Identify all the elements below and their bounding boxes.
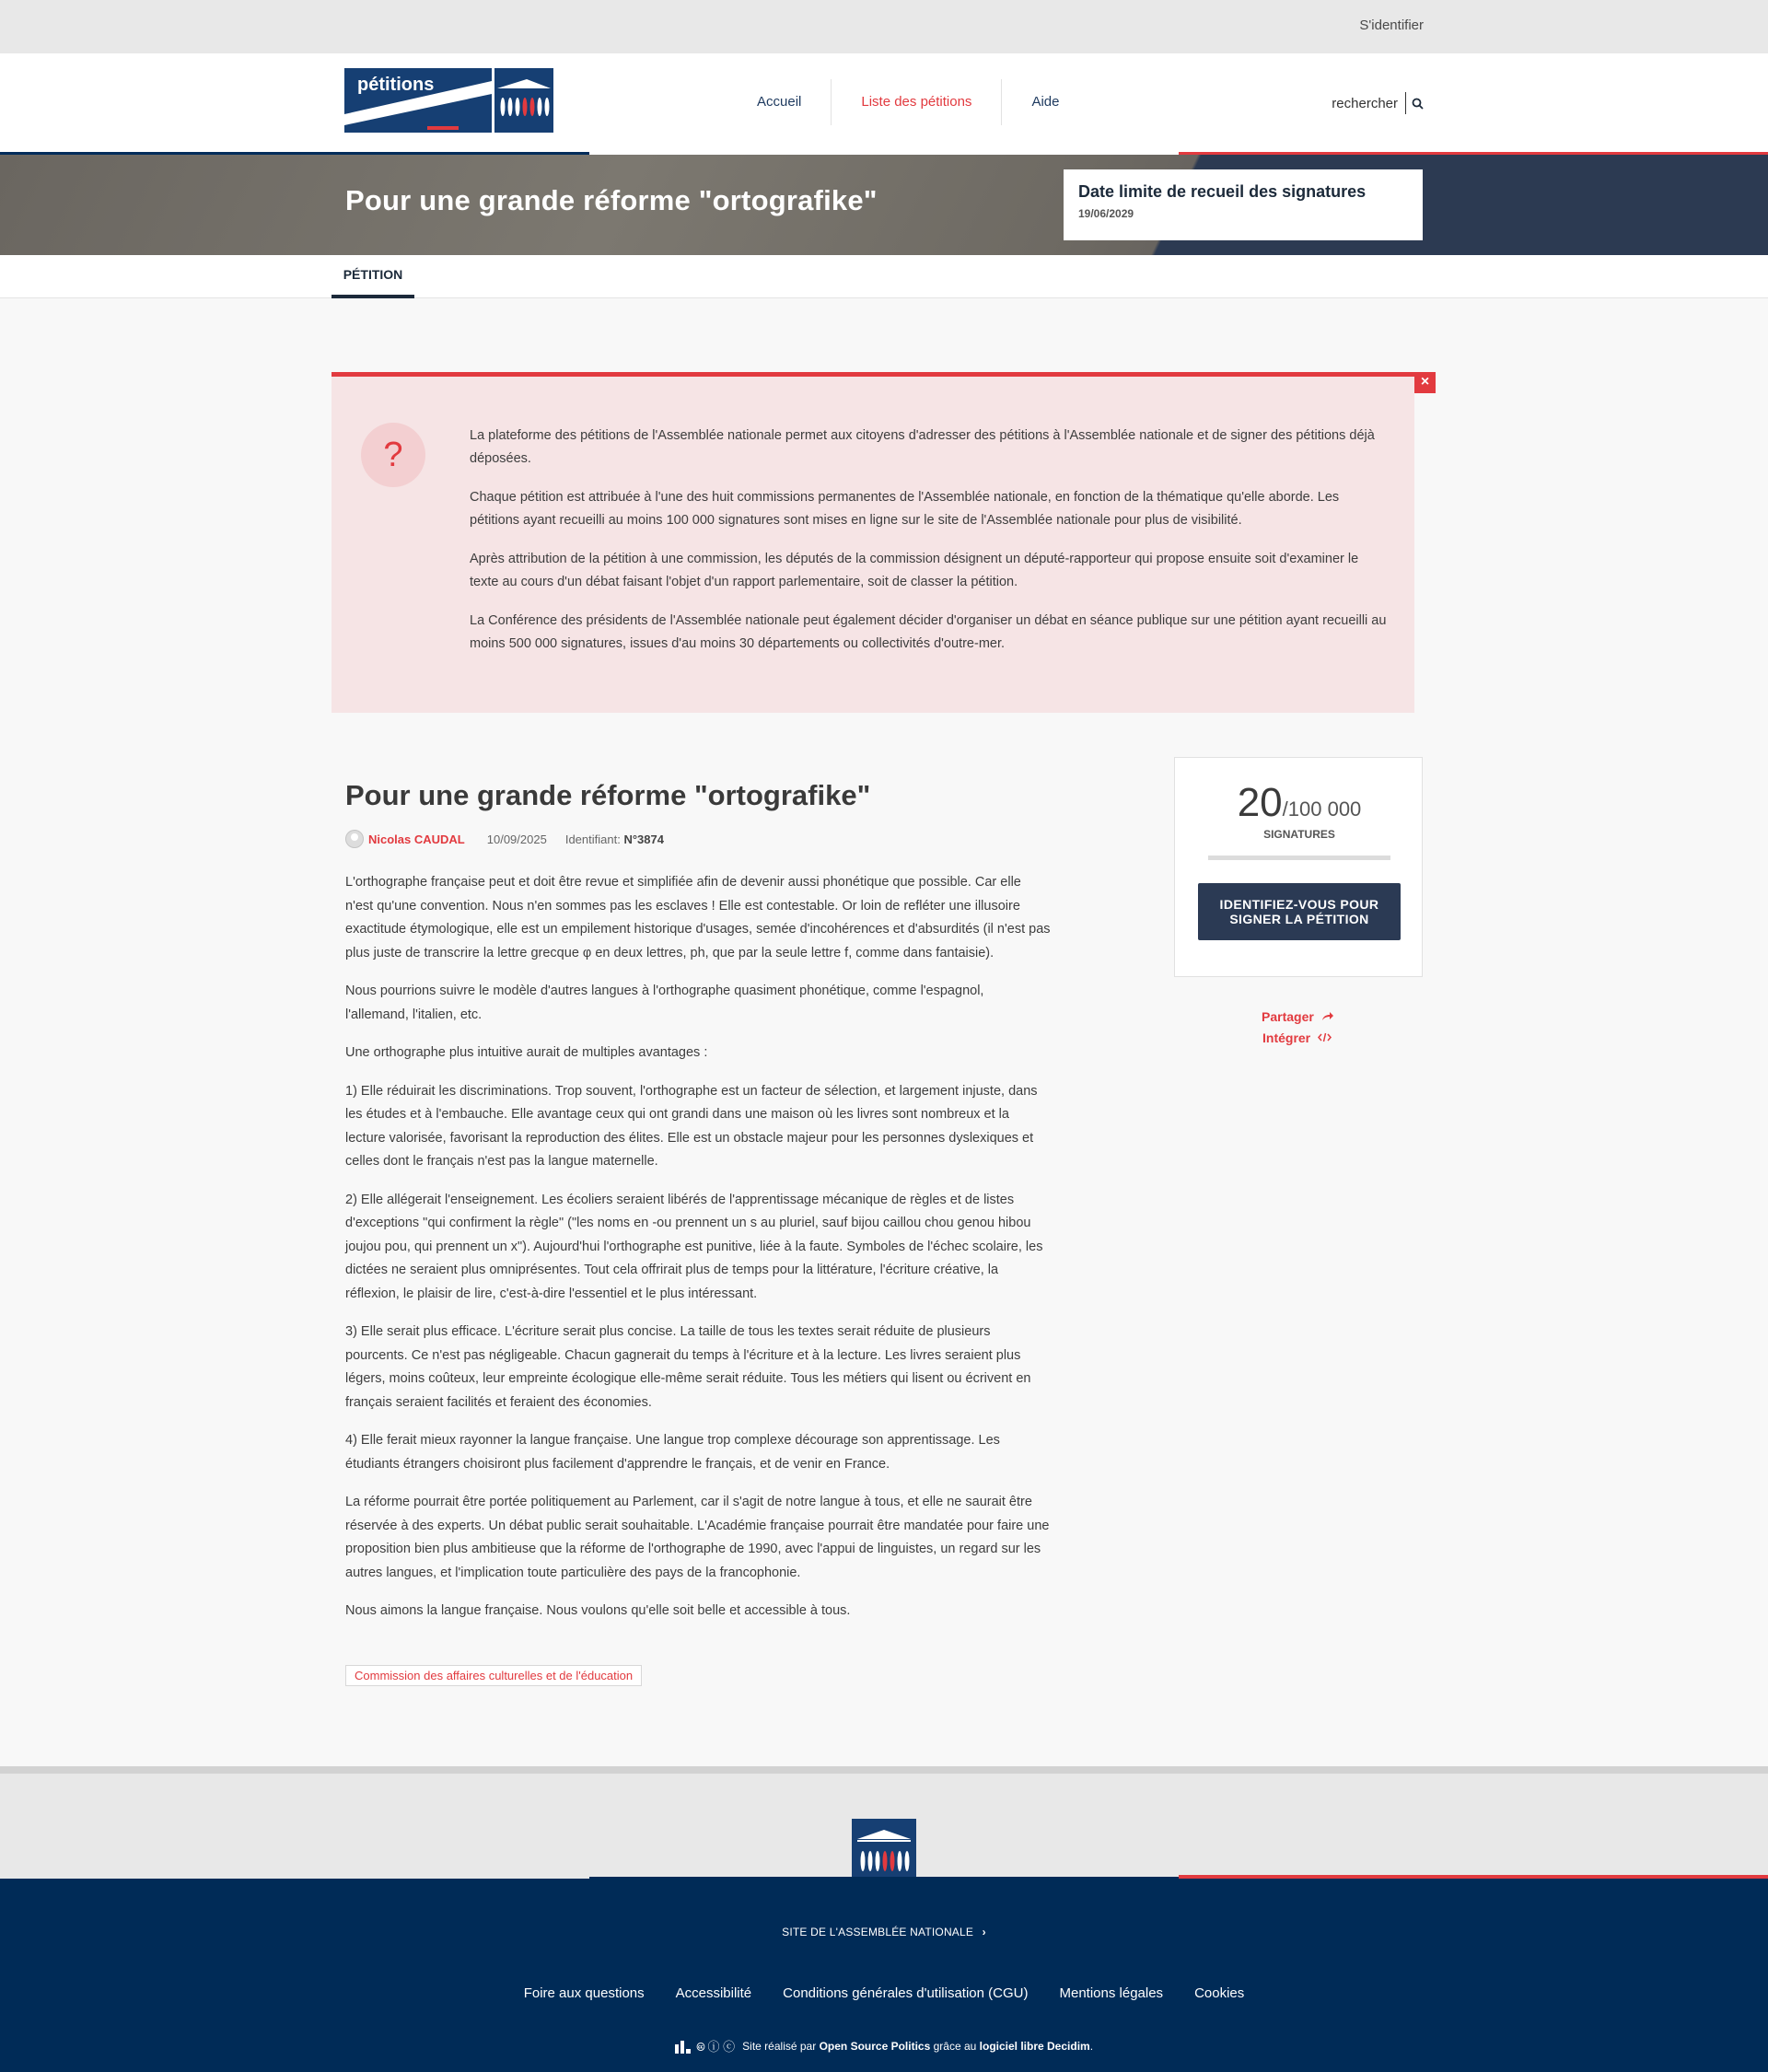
nav-petitions-list[interactable]: Liste des pétitions: [832, 79, 1002, 125]
embed-link[interactable]: [1262, 1028, 1334, 1049]
signature-progress-bar: [1208, 856, 1390, 860]
credit-prefix: Site réalisé par: [742, 2039, 817, 2053]
credit-decidim[interactable]: logiciel libre Decidim: [979, 2039, 1090, 2053]
decidim-icon: [675, 2039, 692, 2054]
credit-mid: grâce au: [933, 2039, 977, 2053]
question-icon: ?: [361, 423, 425, 487]
tab-bar: [0, 255, 1768, 298]
callout-text: [470, 425, 1387, 671]
creative-commons-icon: 🅭 ⓘ ⓒ: [696, 2040, 736, 2054]
callout-paragraph: Chaque pétition est attribuée à l'une des huit commissions permanentes de l'Assemblée nationale, en fonction de la thématique qu'elle aborde. Les pétitions ayant recueilli au moins 100 000 signatures sont mises en ligne sur le site de l'Assemblée nationale pour plus de visibilité.: [470, 490, 1340, 528]
credit-osp[interactable]: Open Source Politics: [819, 2039, 931, 2053]
petition-title: Pour une grande réforme "ortografike": [345, 779, 871, 811]
callout-paragraph: La Conférence des présidents de l'Assemblée nationale peut également décider d'organiser un débat en séance publique sur une pétition ayant recueilli au moins 500 000 signatures, issues d'au moins 30 départements ou collectivités d'outre-mer.: [470, 613, 1387, 651]
info-callout: [332, 372, 1414, 713]
footer-credit: [0, 2037, 1768, 2055]
commission-tag[interactable]: Commission des affaires culturelles et de l'éducation: [345, 1665, 642, 1686]
site-footer: [0, 1877, 1768, 2072]
top-bar: [0, 0, 1768, 53]
footer-link-cookies[interactable]: Cookies: [1194, 1985, 1245, 2001]
petition-meta: [345, 830, 664, 848]
body-paragraph: La réforme pourrait être portée politiquement au Parlement, car il s'agit de notre langue à tous, et elle ne saurait être réservée à des experts. Un débat public serait souhaitable. L'Académie française pourrait être mandatée pour faire une proposition bien plus ambitieuse que la réforme de l'orthographe de 1990, avec l'appui de linguistes, un regard sur les autres langues, et l'implication toute particulière des pays de la francophonie.: [345, 1495, 1050, 1580]
search-divider: [1405, 92, 1406, 114]
share-link[interactable]: [1262, 1007, 1334, 1028]
search-box[interactable]: [1332, 92, 1424, 114]
chevron-right-icon: ›: [982, 1926, 986, 1938]
callout-paragraph: La plateforme des pétitions de l'Assemblée nationale permet aux citoyens d'adresser des pétitions à l'Assemblée nationale et de signer des pétitions déjà déposées.: [470, 428, 1375, 466]
footer-accent-red: [1179, 1875, 1768, 1879]
site-header: [0, 53, 1768, 155]
identifier-label: Identifiant:: [564, 832, 621, 846]
signin-link[interactable]: S'identifier: [1359, 17, 1424, 33]
callout-paragraph: Après attribution de la pétition à une commission, les députés de la commission désignent un député-rapporteur qui propose ensuite soit d'examiner le texte au cours d'un débat faisant l'objet d'un rapport parlementaire, soit de classer la pétition.: [470, 552, 1359, 589]
body-paragraph: Une orthographe plus intuitive aurait de multiples avantages :: [345, 1045, 708, 1060]
body-paragraph: 3) Elle serait plus efficace. L'écriture serait plus concise. La taille de tous les textes serait réduite de plusieurs pourcents. Ce n'est pas négligeable. Chacun gagnerait du temps à l'écriture et à la lecture. Les livres seraient plus légers, moins coûteux, leur empreinte écologique elle-même serait réduite. Tous les métiers qui lisent ou écrivent en français seraient facilités et feraient des économies.: [345, 1324, 1031, 1410]
deadline-card: [1064, 169, 1423, 240]
embed-label: Intégrer: [1262, 1030, 1311, 1045]
assemblee-site-link[interactable]: [0, 1926, 1768, 1938]
assemblee-logo[interactable]: [852, 1819, 916, 1883]
footer-link-faq[interactable]: Foire aux questions: [523, 1985, 645, 2001]
search-label: rechercher: [1332, 95, 1398, 111]
share-links: [1262, 1007, 1334, 1049]
avatar: [345, 830, 364, 848]
footer-link-accessibility[interactable]: Accessibilité: [675, 1985, 752, 2001]
signature-count-value: 20: [1237, 780, 1283, 825]
search-icon[interactable]: [1412, 98, 1424, 110]
footer-accent-light: [0, 1875, 589, 1879]
signature-card: [1174, 757, 1423, 977]
footer-link-cgu[interactable]: Conditions générales d'utilisation (CGU): [783, 1985, 1029, 2001]
svg-text:pétitions: pétitions: [357, 75, 435, 95]
deadline-title: Date limite de recueil des signatures: [1078, 182, 1367, 201]
share-label: Partager: [1262, 1009, 1314, 1024]
signature-label: SIGNATURES: [1263, 828, 1335, 841]
credit-end: .: [1089, 2039, 1094, 2053]
body-paragraph: 4) Elle ferait mieux rayonner la langue française. Une langue trop complexe décourage son apprentissage. Les étudiants étrangers choisiront plus facilement d'apprendre le français, et de venir en France.: [345, 1433, 1000, 1472]
sign-petition-button[interactable]: [1198, 883, 1401, 940]
sign-button-line1: IDENTIFIEZ-VOUS POUR: [1219, 897, 1379, 912]
petition-date: 10/09/2025: [486, 832, 547, 846]
petitions-logo[interactable]: [344, 68, 553, 133]
close-callout-button[interactable]: ×: [1414, 372, 1436, 393]
identifier-value: N°3874: [623, 832, 664, 846]
body-paragraph: Nous pourrions suivre le modèle d'autres langues à l'orthographe quasiment phonétique, comme l'espagnol, l'allemand, l'italien, etc.: [345, 984, 984, 1022]
signature-goal: /100 000: [1282, 797, 1362, 821]
footer-top: [0, 1766, 1768, 1877]
code-icon: [1318, 1032, 1332, 1042]
footer-link-legal[interactable]: Mentions légales: [1059, 1985, 1164, 2001]
share-icon: [1321, 1011, 1334, 1021]
main-nav: [727, 79, 1088, 125]
body-paragraph: Nous aimons la langue française. Nous voulons qu'elle soit belle et accessible à tous.: [345, 1603, 851, 1618]
petition-hero: [0, 155, 1768, 255]
petition-body: [345, 871, 1051, 1638]
author-link[interactable]: Nicolas CAUDAL: [368, 832, 465, 846]
body-paragraph: L'orthographe française peut et doit être revue et simplifiée afin de devenir aussi phonétique que possible. Car elle n'est qu'une convention. Nous n'en sommes pas les esclaves ! Elle est contestable. Or loin de refléter une illusoire exactitude étymologique, elle est un empilement historique d'usages, semée d'incohérences et d'absurdités (il n'est pas plus juste de transcrire la lettre grecque φ en deux lettres, ph, que par la seule lettre f, comme dans fantaisie).: [345, 875, 1051, 960]
tab-petition[interactable]: PÉTITION: [332, 255, 414, 298]
signature-count: [1175, 780, 1424, 826]
hero-title: Pour une grande réforme "ortografike": [345, 184, 878, 216]
sign-button-line2: SIGNER LA PÉTITION: [1229, 912, 1369, 926]
body-paragraph: 2) Elle allégerait l'enseignement. Les écoliers seraient libérés de l'apprentissage mécanique de règles et de listes d'exceptions "qui confirment la règle" ("les noms en -ou prennent un s au pluriel, sauf bijou caillou chou genou hibou joujou pou, qui prennent un x"). Aujourd'hui l'orthographe est punitive, liée à la faute. Symboles de l'échec scolaire, les dictées ne seraient plus omniprésentes. Tout cela offrirait plus de temps pour la littérature, l'écriture créative, la réflexion, le plaisir de lire, c'est-à-dire l'essentiel et le plus intéressant.: [345, 1192, 1043, 1301]
deadline-date: 19/06/2029: [1078, 207, 1134, 220]
assemblee-site-label: SITE DE L'ASSEMBLÉE NATIONALE: [782, 1926, 974, 1938]
footer-links: [0, 1985, 1768, 2001]
nav-home[interactable]: Accueil: [727, 79, 832, 125]
body-paragraph: 1) Elle réduirait les discriminations. Trop souvent, l'orthographe est un facteur de sélection, et largement injuste, dans les études et à l'embauche. Elle avantage ceux qui ont grandi dans une maison où les livres sont nombreux et la lecture valorisée, favorisant la reproduction des élites. Elle est un obstacle majeur pour les personnes dyslexiques et celles dont le français n'est pas la langue maternelle.: [345, 1083, 1038, 1169]
nav-help[interactable]: Aide: [1031, 94, 1060, 110]
petition-identifier: [565, 832, 664, 846]
